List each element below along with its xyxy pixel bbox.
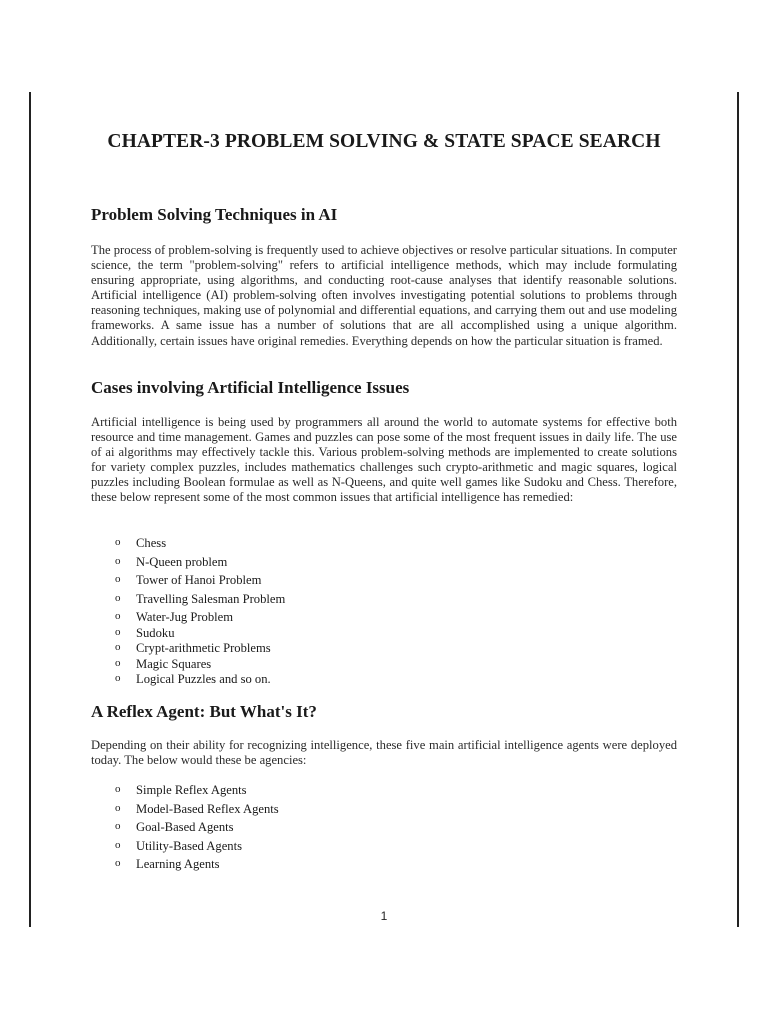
list-item: o Travelling Salesman Problem [115,591,286,606]
section-heading-reflex-agent: A Reflex Agent: But What's It? [91,702,317,721]
bullet-icon: o [115,610,121,622]
bullet-icon: o [115,554,121,567]
list-item: o Chess [115,536,167,550]
page-number: 1 [380,909,388,923]
list-item: o Crypt-arithmetic Problems [115,641,271,655]
bullet-icon: o [115,625,121,638]
list-item: o Model-Based Reflex Agents [115,801,279,816]
left-margin-rule [29,92,31,927]
bullet-icon: o [115,536,121,548]
section-heading-problem-solving: Problem Solving Techniques in AI [91,205,338,224]
list-item: o Logical Puzzles and so on. [115,672,271,686]
section-paragraph-reflex-agent: Depending on their ability for recognizing intelligence, these five main artificial intelligence agents were deployed today. The below would these be agencies: [91,738,677,768]
list-item: o Magic Squares [115,656,212,671]
bullet-icon: o [115,656,121,669]
bullet-icon: o [115,801,121,814]
agent-types-list [115,783,279,876]
bullet-icon: o [115,672,121,684]
bullet-icon: o [115,573,121,585]
list-item: o Goal-Based Agents [115,820,234,834]
section-paragraph-ai-issues: Artificial intelligence is being used by programmers all around the world to automate systems for effective both resource and time management. Games and puzzles can pose some of the most frequent issues in daily life. The use of ai algorithms may effectively tackle this. Various problem-solving methods are implemented to create solutions for variety complex puzzles, includes mathematics challenges such crypto-arithmetic and magic squares, logical puzzles including Boolean formulae as well as N-Queens, and quite well games like Sudoku and Chess. Therefore, these below represent some of the most common issues that artificial intelligence has remedied: [91,415,677,505]
list-item: o Learning Agents [115,857,220,871]
list-item: o Utility-Based Agents [115,838,242,853]
bullet-icon: o [115,591,121,604]
bullet-icon: o [115,783,121,795]
bullet-icon: o [115,838,121,851]
list-item: o Simple Reflex Agents [115,783,247,797]
list-item: o Sudoku [115,625,175,640]
bullet-icon: o [115,857,121,869]
bullet-icon: o [115,641,121,653]
right-margin-rule [737,92,739,927]
bullet-icon: o [115,820,121,832]
section-paragraph-problem-solving: The process of problem-solving is frequently used to achieve objectives or resolve particular situations. In computer science, the term "problem-solving" refers to artificial intelligence methods, which may include formulating ensuring appropriate, using algorithms, and conducting root-cause analyses that identify reasonable solutions. Artificial intelligence (AI) problem-solving often involves investigating potential solutions to problems through reasoning techniques, making use of polynomial and differential equations, and carrying them out and use modeling frameworks. A same issue has a number of solutions that are all accomplished using a unique algorithm. Additionally, certain issues have original remedies. Everything depends on how the particular situation is framed. [91,243,677,348]
list-item: o Water-Jug Problem [115,610,234,624]
section-heading-ai-issues: Cases involving Artificial Intelligence Issues [91,378,410,397]
list-item: o N-Queen problem [115,554,228,569]
chapter-title: CHAPTER-3 PROBLEM SOLVING & STATE SPACE SEARCH [107,131,661,152]
list-item: o Tower of Hanoi Problem [115,573,262,587]
ai-issues-list [115,536,285,688]
